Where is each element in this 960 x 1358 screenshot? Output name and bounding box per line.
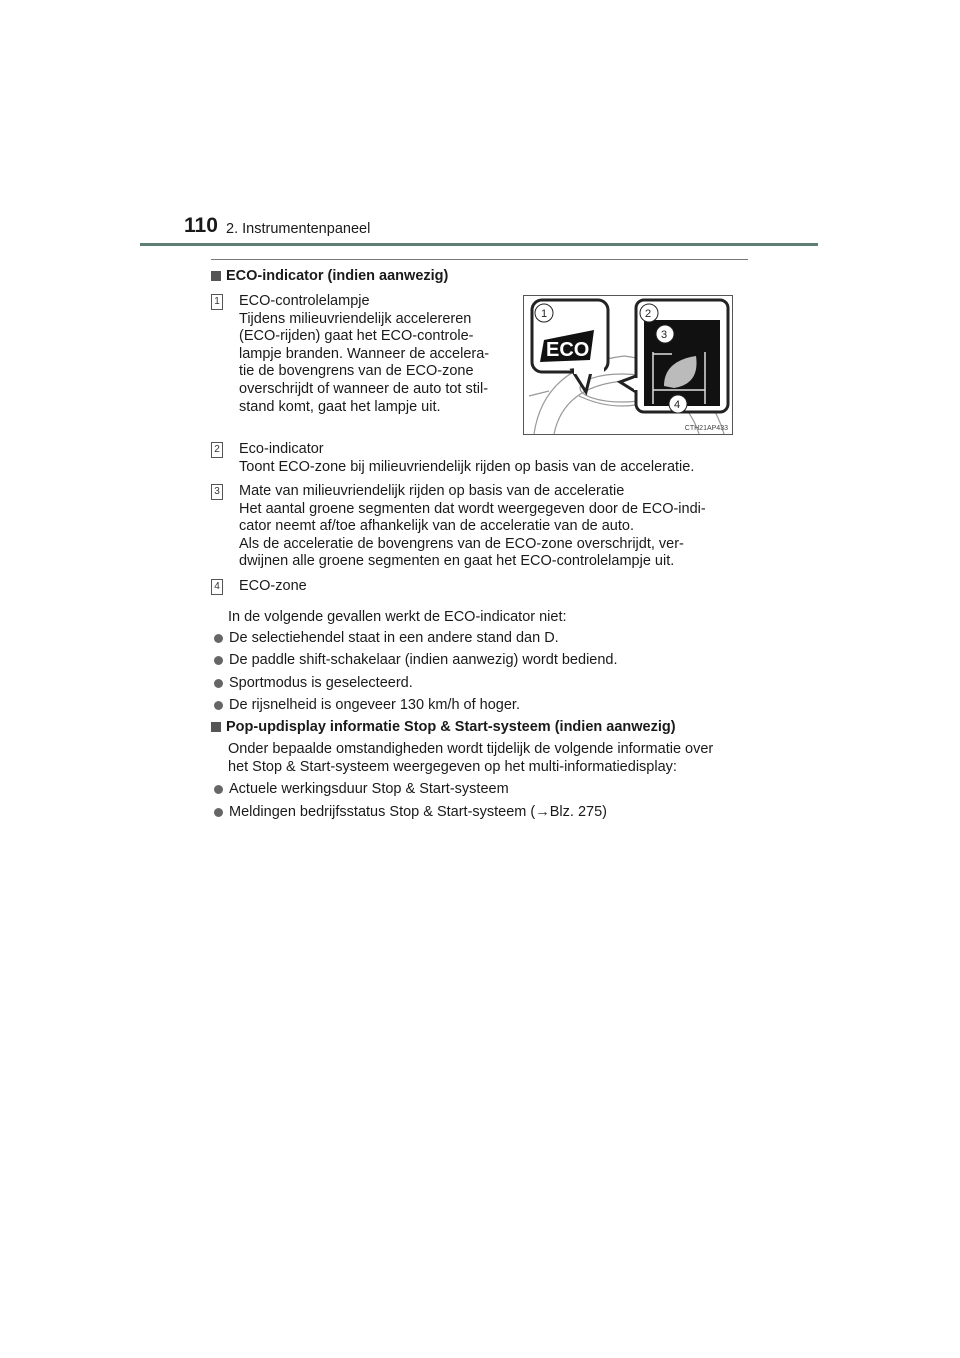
page-number: 110 — [184, 214, 218, 237]
item-line: dwijnen alle groene segmenten en gaat het ECO-controlelampje uit. — [239, 553, 675, 570]
item-line: Het aantal groene segmenten dat wordt weergegeven door de ECO-indi- — [239, 500, 706, 517]
section2-paragraph — [228, 741, 748, 776]
bullet-text: De paddle shift-schakelaar (indien aanwezig) wordt bediend. — [229, 652, 618, 668]
numbered-item-2 — [211, 441, 751, 476]
bullet-dot-icon — [214, 679, 223, 688]
section-heading-stop-start — [211, 719, 676, 735]
bullet-text: De selectiehendel staat in een andere stand dan D. — [229, 630, 559, 646]
bullet-dot-icon — [214, 656, 223, 665]
figure-code: CTH21AP433 — [684, 425, 728, 432]
item-title: ECO-zone — [239, 578, 307, 594]
item-line: tie de bovengrens van de ECO-zone — [239, 363, 474, 380]
eco-lamp-label: ECO — [546, 339, 590, 361]
chapter-title: 2. Instrumentenpaneel — [226, 221, 371, 237]
bullet-text: Meldingen bedrijfsstatus Stop & Start-systeem (→Blz. 275) — [229, 804, 607, 820]
numbered-item-4 — [211, 578, 511, 596]
section-heading-text: Pop-updisplay informatie Stop & Start-systeem (indien aanwezig) — [226, 719, 676, 735]
square-bullet-icon — [211, 722, 221, 732]
bullet-item — [211, 675, 413, 693]
item-line: cator neemt af/toe afhankelijk van de acceleratie van de auto. — [239, 518, 634, 535]
callout-1: 1 — [541, 308, 548, 320]
eco-indicator-figure — [523, 295, 733, 435]
bullet-item — [211, 652, 618, 670]
item-line: overschrijdt of wanneer de auto tot stil- — [239, 380, 489, 397]
paragraph-line: het Stop & Start-systeem weergegeven op het multi-informatiedisplay: — [228, 758, 677, 775]
bullet-dot-icon — [214, 808, 223, 817]
number-badge: 1 — [211, 294, 223, 310]
bullet-dot-icon — [214, 785, 223, 794]
item-title: Mate van milieuvriendelijk rijden op basis van de acceleratie — [239, 483, 625, 499]
header-rule — [140, 243, 818, 246]
item-line: Toont ECO-zone bij milieuvriendelijk rijden op basis van de acceleratie. — [239, 458, 695, 475]
number-badge: 4 — [211, 579, 223, 595]
number-badge: 2 — [211, 442, 223, 458]
number-badge: 3 — [211, 484, 223, 500]
item-title: Eco-indicator — [239, 441, 324, 457]
item-line: lampje branden. Wanneer de accelera- — [239, 345, 490, 362]
item-line: Tijdens milieuvriendelijk accelereren — [239, 310, 472, 327]
section-rule — [211, 259, 748, 260]
bullet-text: Sportmodus is geselecteerd. — [229, 675, 413, 691]
bullet-dot-icon — [214, 701, 223, 710]
numbered-item-1 — [211, 293, 505, 416]
square-bullet-icon — [211, 271, 221, 281]
bullet-item — [211, 630, 559, 648]
intro-text: In de volgende gevallen werkt de ECO-indicator niet: — [228, 609, 567, 625]
item-line: (ECO-rijden) gaat het ECO-controle- — [239, 328, 474, 345]
bullet-dot-icon — [214, 634, 223, 643]
bullet-text: Actuele werkingsduur Stop & Start-systeem — [229, 781, 509, 797]
eco-indicator-illustration — [524, 296, 732, 434]
bullet-text: De rijsnelheid is ongeveer 130 km/h of hoger. — [229, 697, 520, 713]
section-heading-eco — [211, 268, 448, 284]
numbered-item-3 — [211, 483, 728, 571]
paragraph-line: Onder bepaalde omstandigheden wordt tijdelijk de volgende informatie over — [228, 741, 714, 757]
bullet-item — [211, 781, 509, 799]
section-heading-text: ECO-indicator (indien aanwezig) — [226, 268, 449, 284]
item-line: stand komt, gaat het lampje uit. — [239, 398, 441, 415]
item-line: Als de acceleratie de bovengrens van de ECO-zone overschrijdt, ver- — [239, 535, 684, 552]
callout-3: 3 — [661, 329, 668, 341]
callout-2: 2 — [645, 308, 652, 320]
item-title: ECO-controlelampje — [239, 293, 370, 309]
bullet-item — [211, 804, 607, 822]
callout-4: 4 — [674, 399, 681, 411]
bullet-item — [211, 697, 520, 715]
